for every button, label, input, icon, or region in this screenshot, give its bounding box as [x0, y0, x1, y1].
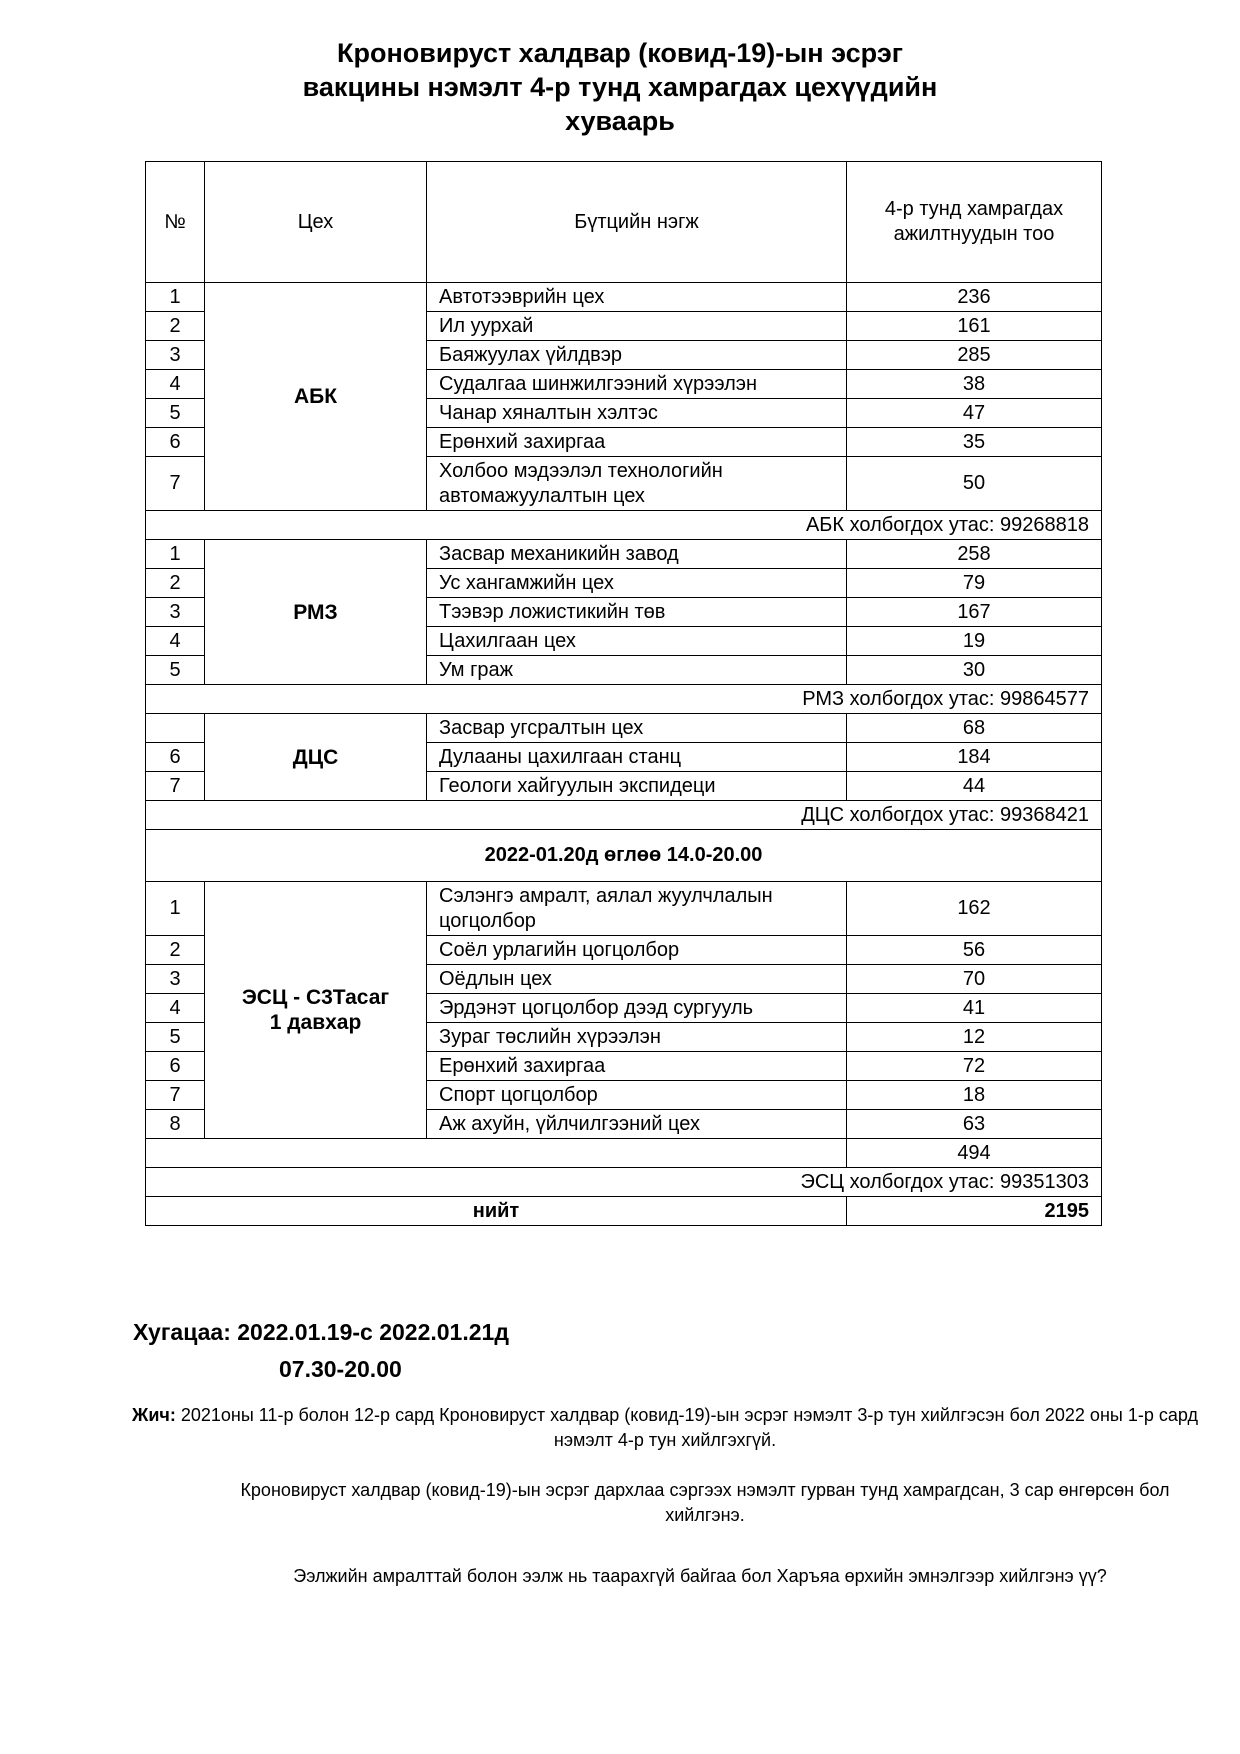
row-unit: Зураг төслийн хүрээлэн	[427, 1023, 847, 1052]
row-number: 3	[146, 341, 205, 370]
row-unit: Аж ахуйн, үйлчилгээний цех	[427, 1110, 847, 1139]
contact-phone: ЭСЦ холбогдох утас: 99351303	[146, 1168, 1102, 1197]
row-unit: Ерөнхий захиргаа	[427, 428, 847, 457]
row-unit: Засвар механикийн завод	[427, 540, 847, 569]
row-count: 18	[847, 1081, 1102, 1110]
row-unit: Соёл урлагийн цогцолбор	[427, 936, 847, 965]
row-number: 6	[146, 428, 205, 457]
note-2: Кроновируст халдвар (ковид-19)-ын эсрэг дархлаа сэргээх нэмэлт гурван тунд хамрагдсан, 3 сар өнгөрсөн бол хийлгэнэ.	[240, 1480, 1170, 1525]
table-row	[146, 283, 1102, 312]
contact-phone-row	[146, 685, 1102, 714]
date-row: 2022-01.20д өглөө 14.0-20.00	[146, 830, 1102, 882]
contact-phone: РМЗ холбогдох утас: 99864577	[146, 685, 1102, 714]
header-unit: Бүтцийн нэгж	[427, 162, 847, 283]
contact-phone-row	[146, 801, 1102, 830]
total-value: 2195	[847, 1197, 1102, 1226]
dept-line-2: 1 давхар	[269, 1011, 362, 1034]
subtotal-blank	[146, 1139, 847, 1168]
row-number: 2	[146, 569, 205, 598]
row-unit: Дулааны цахилгаан станц	[427, 743, 847, 772]
table-row	[146, 714, 1102, 743]
row-unit: Ус хангамжийн цех	[427, 569, 847, 598]
note-label: Жич:	[132, 1405, 176, 1425]
contact-phone-row	[146, 511, 1102, 540]
row-unit: Холбоо мэдээлэл технологийн автомажуулалтын цех	[427, 457, 847, 511]
title-line-1: Кроновируст халдвар (ковид-19)-ын эсрэг	[337, 38, 903, 68]
header-num: №	[146, 162, 205, 283]
note-1	[130, 1403, 1200, 1453]
row-number: 7	[146, 772, 205, 801]
table-row	[146, 882, 1102, 936]
title-line-2: вакцины нэмэлт 4-р тунд хамрагдах цехүүдийн	[302, 72, 938, 102]
row-unit: Сэлэнгэ амралт, аялал жуулчлалын цогцолбор	[427, 882, 847, 936]
row-count: 167	[847, 598, 1102, 627]
row-number: 2	[146, 936, 205, 965]
row-number: 6	[146, 743, 205, 772]
row-unit: Ерөнхий захиргаа	[427, 1052, 847, 1081]
total-label: нийт	[146, 1197, 847, 1226]
row-unit: Засвар угсралтын цех	[427, 714, 847, 743]
row-unit: Цахилгаан цех	[427, 627, 847, 656]
row-unit: Тээвэр ложистикийн төв	[427, 598, 847, 627]
row-count: 35	[847, 428, 1102, 457]
row-count: 70	[847, 965, 1102, 994]
period-line-1: Хугацаа: 2022.01.19-с 2022.01.21д	[133, 1319, 509, 1345]
row-count: 79	[847, 569, 1102, 598]
header-dept: Цех	[205, 162, 427, 283]
row-number: 5	[146, 1023, 205, 1052]
note-1-text: 2021оны 11-р болон 12-р сард Кроновируст халдвар (ковид-19)-ын эсрэг нэмэлт 3-р тун хийлгэсэн бол 2022 оны 1-р сард нэмэлт 4-р тун хийлгэхгүй.	[175, 1405, 1198, 1450]
row-count: 12	[847, 1023, 1102, 1052]
row-unit: Геологи хайгуулын экспидеци	[427, 772, 847, 801]
row-unit: Баяжуулах үйлдвэр	[427, 341, 847, 370]
table-header-row	[146, 162, 1102, 283]
document-title	[0, 36, 1240, 138]
row-number: 2	[146, 312, 205, 341]
header-count: 4-р тунд хамрагдах ажилтнуудын тоо	[847, 162, 1102, 283]
row-number: 1	[146, 540, 205, 569]
row-count: 56	[847, 936, 1102, 965]
dept-line-1: ЭСЦ - С3Тасаг	[241, 986, 390, 1009]
contact-phone: АБК холбогдох утас: 99268818	[146, 511, 1102, 540]
row-count: 63	[847, 1110, 1102, 1139]
row-unit: Оёдлын цех	[427, 965, 847, 994]
total-row	[146, 1197, 1102, 1226]
row-number: 3	[146, 965, 205, 994]
row-number: 5	[146, 399, 205, 428]
row-number	[146, 714, 205, 743]
row-unit: Ил уурхай	[427, 312, 847, 341]
row-number: 3	[146, 598, 205, 627]
row-count: 162	[847, 882, 1102, 936]
row-number: 5	[146, 656, 205, 685]
row-count: 236	[847, 283, 1102, 312]
row-unit: Спорт цогцолбор	[427, 1081, 847, 1110]
row-unit: Чанар хяналтын хэлтэс	[427, 399, 847, 428]
title-line-3: хуваарь	[565, 106, 675, 136]
row-number: 1	[146, 283, 205, 312]
subtotal-value: 494	[847, 1139, 1102, 1168]
subtotal-row	[146, 1139, 1102, 1168]
row-unit: Ум граж	[427, 656, 847, 685]
note-3: Ээлжийн амралттай болон ээлж нь таарахгүй байгаа бол Харъяа өрхийн эмнэлгээр хийлгэнэ үү?	[293, 1566, 1107, 1586]
row-count: 285	[847, 341, 1102, 370]
dept-cell: АБК	[205, 283, 427, 511]
row-unit: Эрдэнэт цогцолбор дээд сургууль	[427, 994, 847, 1023]
contact-phone: ДЦС холбогдох утас: 99368421	[146, 801, 1102, 830]
row-count: 68	[847, 714, 1102, 743]
dept-cell	[205, 882, 427, 1139]
row-count: 30	[847, 656, 1102, 685]
row-count: 38	[847, 370, 1102, 399]
row-count: 161	[847, 312, 1102, 341]
dept-cell: РМЗ	[205, 540, 427, 685]
row-count: 47	[847, 399, 1102, 428]
dept-cell: ДЦС	[205, 714, 427, 801]
row-count: 184	[847, 743, 1102, 772]
row-count: 44	[847, 772, 1102, 801]
row-unit: Автотээврийн цех	[427, 283, 847, 312]
row-number: 7	[146, 457, 205, 511]
row-unit: Судалгаа шинжилгээний хүрээлэн	[427, 370, 847, 399]
row-number: 8	[146, 1110, 205, 1139]
period-line-2: 07.30-20.00	[279, 1356, 402, 1382]
row-number: 4	[146, 994, 205, 1023]
row-number: 7	[146, 1081, 205, 1110]
row-number: 1	[146, 882, 205, 936]
schedule-table-body	[146, 162, 1102, 1226]
row-count: 41	[847, 994, 1102, 1023]
date-row-row	[146, 830, 1102, 882]
row-count: 50	[847, 457, 1102, 511]
row-count: 19	[847, 627, 1102, 656]
schedule-table	[145, 161, 1102, 1226]
row-number: 4	[146, 627, 205, 656]
row-count: 72	[847, 1052, 1102, 1081]
table-row	[146, 540, 1102, 569]
row-count: 258	[847, 540, 1102, 569]
row-number: 4	[146, 370, 205, 399]
contact-phone-row	[146, 1168, 1102, 1197]
row-number: 6	[146, 1052, 205, 1081]
